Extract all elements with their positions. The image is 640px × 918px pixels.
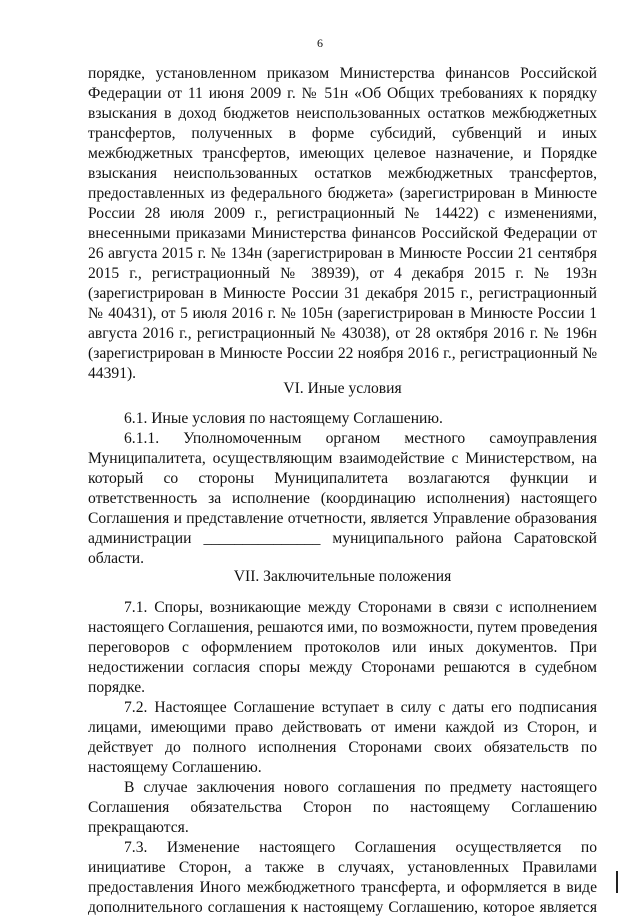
text-line: Федерации от 11 июня 2009 г. № 51н «Об Общих требованиях к порядку bbox=[88, 85, 597, 102]
text-line: недостижении согласия споры между Сторонами решаются в судебном bbox=[88, 659, 597, 676]
text-line: ответственность за исполнение (координацию исполнения) настоящего bbox=[88, 490, 597, 507]
text-line: 44391). bbox=[88, 365, 137, 382]
text-line: межбюджетных трансфертов, имеющих целевое назначение, и Порядке bbox=[88, 145, 597, 162]
text-line: области. bbox=[88, 550, 145, 567]
text-line: внесенными приказами Министерства финансов Российской Федерации от bbox=[88, 225, 597, 242]
text-line: августа 2016 г., регистрационный № 43038), от 28 октября 2016 г. № 196н bbox=[88, 325, 597, 342]
text-line: (зарегистрирован в Минюсте России 22 ноября 2016 г., регистрационный № bbox=[88, 345, 597, 362]
text-line: порядке, установленном приказом Министерства финансов Российской bbox=[88, 65, 597, 82]
text-line: Соглашения и представление отчетности, является Управление образования bbox=[88, 510, 597, 527]
text-line: прекращаются. bbox=[88, 819, 189, 836]
text-line: настоящему Соглашению. bbox=[88, 759, 262, 776]
text-line: действует до полного исполнения Сторонами своих обязательств по bbox=[88, 739, 597, 756]
text-line: В случае заключения нового соглашения по предмету настоящего bbox=[124, 779, 597, 796]
text-line: 7.1. Споры, возникающие между Сторонами в связи с исполнением bbox=[124, 599, 597, 616]
section-6-heading: VI. Иные условия bbox=[283, 380, 402, 397]
section-7-heading: VII. Заключительные положения bbox=[233, 568, 452, 585]
text-line: который со стороны Муниципалитета возлагаются функции и bbox=[88, 470, 597, 487]
text-line: (зарегистрирован в Минюсте России 31 декабря 2015 г., регистрационный bbox=[88, 285, 597, 302]
text-line: трансфертов, полученных в форме субсидий, субвенций и иных bbox=[88, 125, 597, 142]
text-line: Соглашения обязательства Сторон по настоящему Соглашению bbox=[88, 799, 597, 816]
text-line: переговоров с оформлением протоколов или иных документов. При bbox=[88, 639, 597, 656]
text-line: лицами, имеющими право действовать от имени каждой из Сторон, и bbox=[88, 719, 597, 736]
text-line: взыскания в доход бюджетов неиспользованных остатков межбюджетных bbox=[88, 105, 597, 122]
scan-artifact bbox=[616, 871, 618, 893]
text-line: 7.2. Настоящее Соглашение вступает в силу с даты его подписания bbox=[124, 699, 597, 716]
page-number: 6 bbox=[317, 36, 323, 50]
text-line: 6.1. Иные условия по настоящему Соглашению. bbox=[124, 410, 443, 427]
text-line: Муниципалитета, осуществляющим взаимодействие с Министерством, на bbox=[88, 450, 597, 467]
text-line: 26 августа 2015 г. № 134н (зарегистрирован в Минюсте России 21 сентября bbox=[88, 245, 597, 262]
text-line: порядке. bbox=[88, 679, 146, 696]
text-line: администрации _______________ муниципального района Саратовской bbox=[88, 530, 597, 547]
text-line: 6.1.1. Уполномоченным органом местного самоуправления bbox=[124, 430, 597, 447]
text-line: № 40431), от 5 июля 2016 г. № 105н (зарегистрирован в Минюсте России 1 bbox=[88, 305, 597, 322]
text-line: России 28 июля 2009 г., регистрационный № 14422) с изменениями, bbox=[88, 205, 597, 222]
text-line: предоставления Иного межбюджетного трансферта, и оформляется в виде bbox=[88, 879, 597, 896]
text-line: настоящего Соглашения, решаются ими, по возможности, путем проведения bbox=[88, 619, 597, 636]
text-line: дополнительного соглашения к настоящему Соглашению, которое является bbox=[88, 899, 597, 916]
text-line: взыскания неиспользованных остатков межбюджетных трансфертов, bbox=[88, 165, 597, 182]
text-line: инициативе Сторон, а также в случаях, установленных Правилами bbox=[88, 859, 597, 876]
text-line: предоставленных из федерального бюджета» (зарегистрирован в Минюсте bbox=[88, 185, 597, 202]
text-line: 2015 г., регистрационный № 38939), от 4 декабря 2015 г. № 193н bbox=[88, 265, 597, 282]
text-line: 7.3. Изменение настоящего Соглашения осуществляется по bbox=[124, 839, 597, 856]
